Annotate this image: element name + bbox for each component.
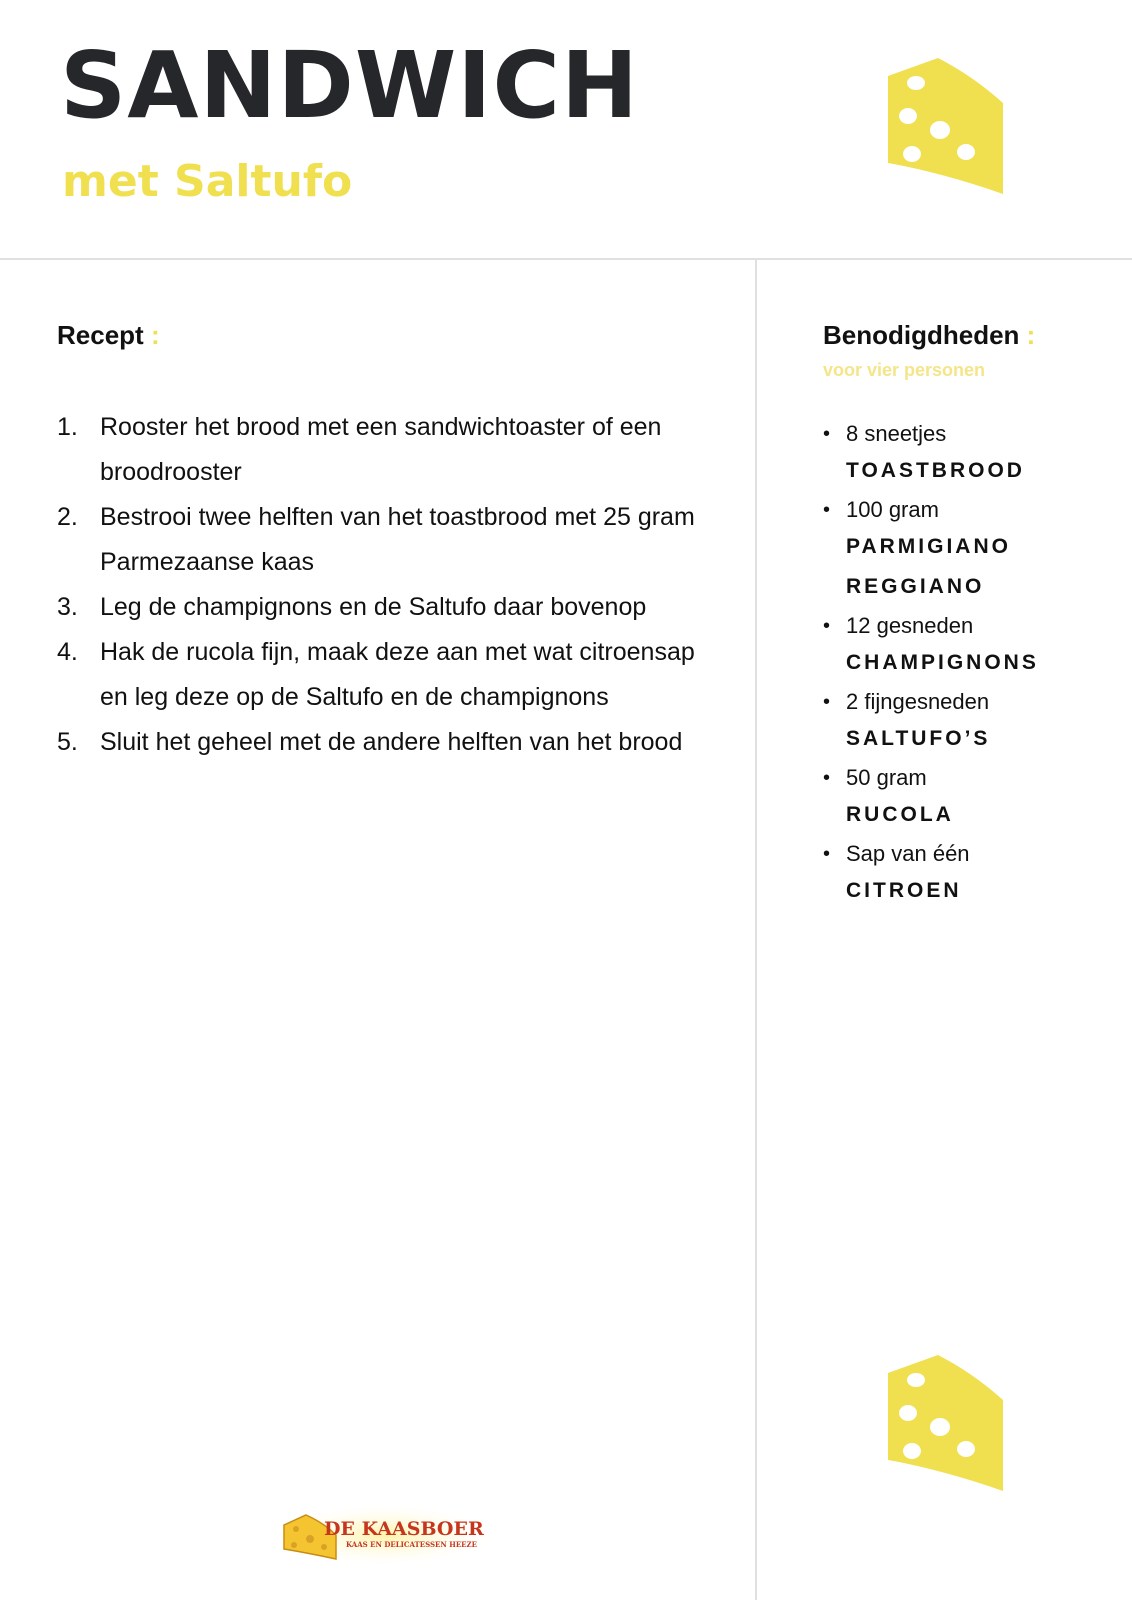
step-text: Bestrooi twee helften van het toastbrood met 25 gram Parmezaanse kaas: [100, 503, 695, 576]
ingredient-name: CITROEN: [846, 879, 962, 902]
ingredient-amount: 12 gesneden: [846, 613, 974, 638]
recipe-heading-colon: :: [150, 320, 160, 350]
ingredient-amount: 2 fijngesneden: [846, 689, 990, 714]
column-divider: [755, 260, 757, 1600]
ingredient-amount: 50 gram: [846, 765, 927, 790]
cheese-icon: [888, 1355, 1003, 1491]
ingredient-item: [823, 609, 1123, 683]
recipe-step: [57, 720, 707, 765]
requirements-heading: [823, 320, 1035, 351]
bullet: •: [823, 423, 831, 445]
logo-name: DE KAASBOER: [324, 1518, 484, 1540]
step-text: Rooster het brood met een sandwichtoaster of een broodrooster: [100, 413, 662, 486]
step-text: Sluit het geheel met de andere helften van het brood: [100, 728, 683, 756]
step-number: 1.: [57, 413, 78, 441]
cheese-icon: [888, 58, 1003, 194]
bullet: •: [823, 615, 831, 637]
step-number: 4.: [57, 638, 78, 666]
recipe-heading-label: Recept: [57, 320, 144, 350]
ingredient-amount: 8 sneetjes: [846, 421, 947, 446]
ingredient-name: TOASTBROOD: [846, 459, 1025, 482]
page-subtitle: met Saltufo: [62, 156, 353, 207]
bullet: •: [823, 499, 831, 521]
step-text: Hak de rucola fijn, maak deze aan met wat citroensap en leg deze op de Saltufo en de champignons: [100, 638, 695, 711]
ingredient-item: [823, 761, 1123, 835]
ingredient-name: CHAMPIGNONS: [846, 651, 1039, 674]
bullet: •: [823, 767, 831, 789]
logo-tagline: KAAS EN DELICATESSEN HEEZE: [346, 1540, 477, 1549]
step-number: 5.: [57, 728, 78, 756]
header-divider: [0, 258, 1132, 260]
ingredient-name: SALTUFO’S: [846, 727, 991, 750]
bullet: •: [823, 691, 831, 713]
bullet: •: [823, 843, 831, 865]
ingredient-item: [823, 417, 1123, 491]
page-title: SANDWICH: [60, 32, 640, 139]
requirements-heading-label: Benodigdheden: [823, 320, 1020, 350]
step-text: Leg de champignons en de Saltufo daar bovenop: [100, 593, 647, 621]
step-number: 3.: [57, 593, 78, 621]
ingredient-amount: Sap van één: [846, 841, 970, 866]
recipe-heading: [57, 320, 160, 351]
recipe-step: [57, 630, 707, 720]
recipe-step: [57, 585, 707, 630]
ingredient-name: PARMIGIANO REGGIANO: [846, 535, 1011, 598]
recipe-step: [57, 495, 707, 585]
recipe-steps: [57, 405, 707, 765]
ingredient-name: RUCOLA: [846, 803, 954, 826]
ingredient-item: [823, 493, 1123, 607]
ingredient-item: [823, 837, 1123, 911]
requirements-subtitle: voor vier personen: [823, 360, 986, 380]
kaasboer-logo: [280, 1505, 490, 1565]
ingredient-amount: 100 gram: [846, 497, 939, 522]
recipe-step: [57, 405, 707, 495]
requirements-heading-colon: :: [1026, 320, 1036, 350]
ingredient-list: [823, 417, 1123, 913]
ingredient-item: [823, 685, 1123, 759]
step-number: 2.: [57, 503, 78, 531]
